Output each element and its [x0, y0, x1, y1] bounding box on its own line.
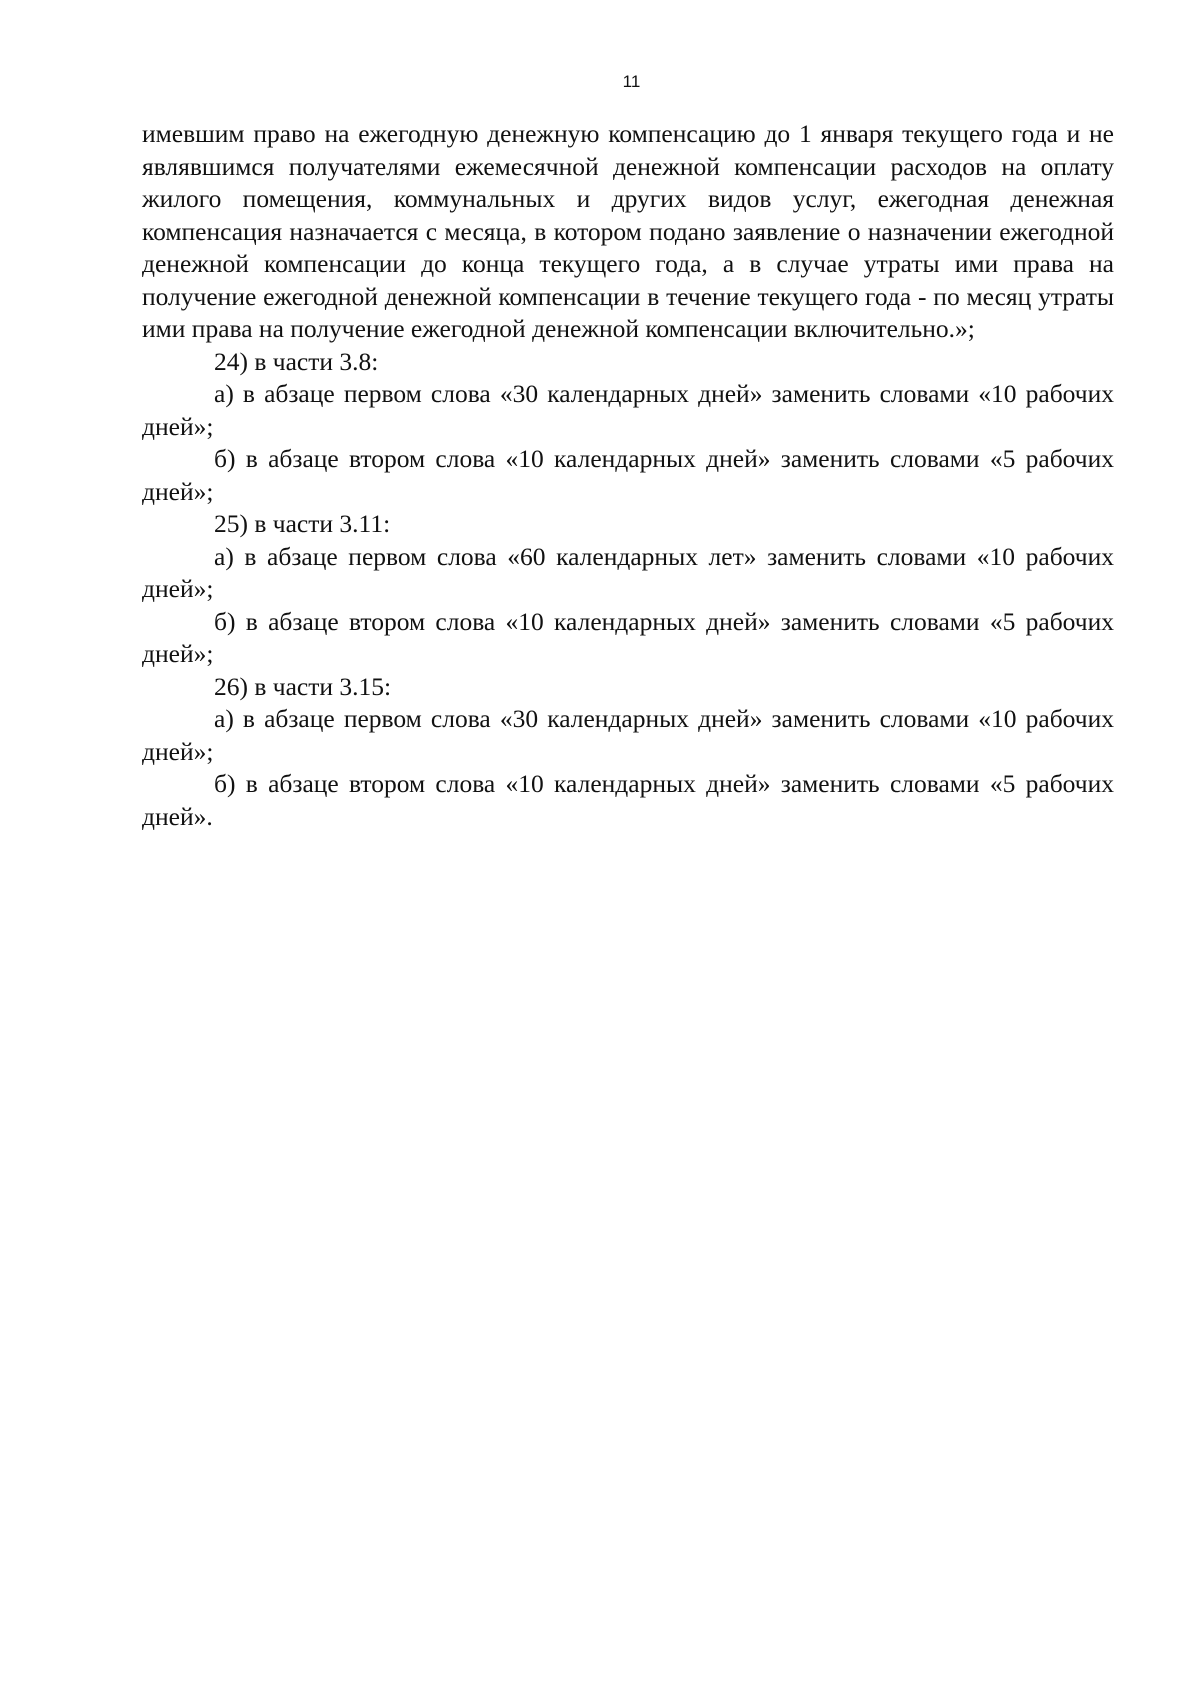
paragraph-item-26-b: б) в абзаце втором слова «10 календарных дней» заменить словами «5 рабочих дней».: [142, 769, 1114, 831]
paragraph-item-26-a: а) в абзаце первом слова «30 календарных дней» заменить словами «10 рабочих дней»;: [142, 704, 1114, 766]
paragraph-item-24-heading: 24) в части 3.8:: [214, 346, 379, 376]
page-number: 11: [622, 72, 641, 91]
document-body: [142, 118, 1114, 833]
paragraph-item-26-heading: 26) в части 3.15:: [214, 671, 392, 701]
paragraph-item-24-b: б) в абзаце втором слова «10 календарных дней» заменить словами «5 рабочих дней»;: [142, 444, 1114, 506]
paragraph-item-25-a: а) в абзаце первом слова «60 календарных лет» заменить словами «10 рабочих дней»;: [142, 541, 1114, 603]
paragraph-item-25-b: б) в абзаце втором слова «10 календарных дней» заменить словами «5 рабочих дней»;: [142, 606, 1114, 668]
paragraph-item-25-heading: 25) в части 3.11:: [214, 509, 391, 538]
paragraph-continuation: имевшим право на ежегодную денежную компенсацию до 1 января текущего года и не являвшимся получателями ежемесячной денежной компенсации расходов на оплату жилого помещения, коммунальных и других видов услуг, ежегодная денежная компенсация назначается с месяца, в котором подано заявление о назначении ежегодной денежной компенсации до конца текущего года, а в случае утраты ими права на получение ежегодной денежной компенсации в течение текущего года - по месяц утраты ими права на получение ежегодной денежной компенсации включительно.»;: [142, 119, 1114, 343]
paragraph-item-24-a: а) в абзаце первом слова «30 календарных дней» заменить словами «10 рабочих дней»;: [142, 379, 1114, 441]
